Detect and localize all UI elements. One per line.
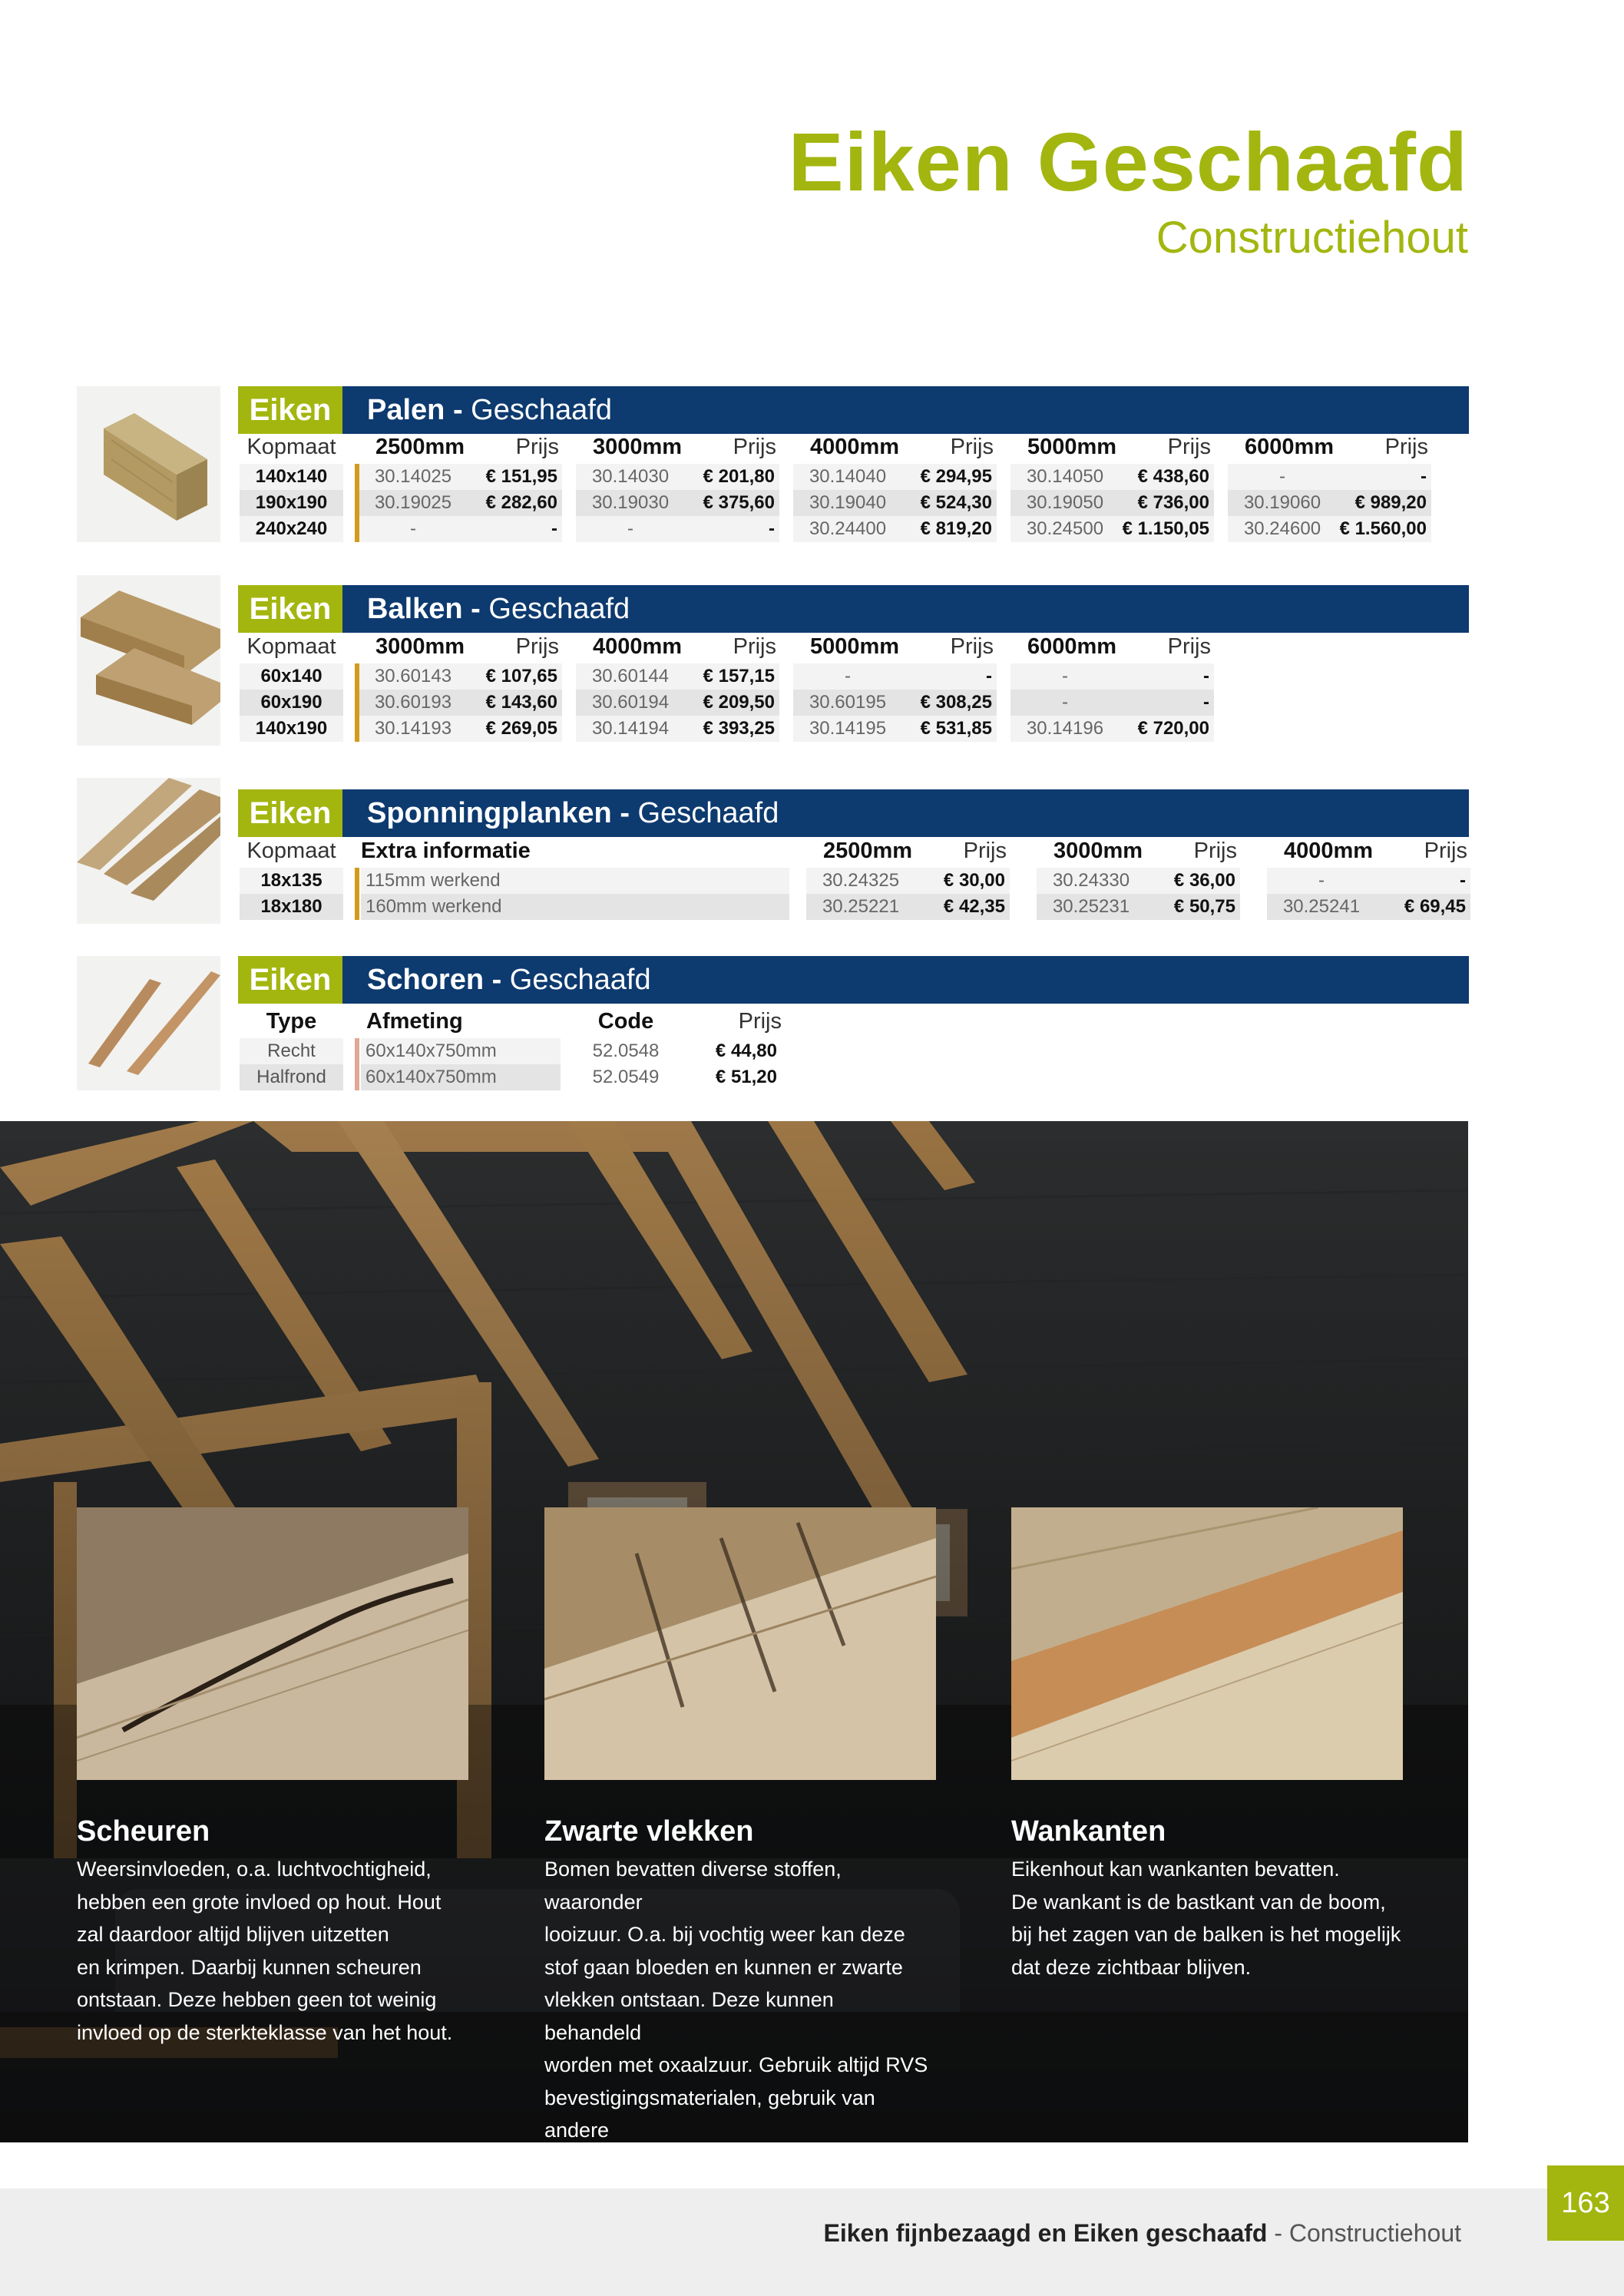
price-cell: € 42,35 <box>915 894 1010 920</box>
code-cell: 30.14040 <box>793 464 902 490</box>
schoren-tag: Eiken <box>238 956 342 1004</box>
balken-image <box>77 575 220 746</box>
code-cell: 30.14196 <box>1010 716 1120 742</box>
length-header: 4000mm <box>1284 839 1374 863</box>
code-cell: 30.60194 <box>576 690 685 716</box>
palen-section <box>77 386 1469 544</box>
price-cell: € 393,25 <box>685 716 779 742</box>
code-cell: 30.60143 <box>359 663 468 690</box>
crack-wood-image <box>77 1507 468 1780</box>
price-cell: € 524,30 <box>902 490 997 516</box>
size-cell: 60x140 <box>240 663 343 690</box>
code-cell: - <box>1010 690 1120 716</box>
page-title: Eiken Geschaafd <box>788 115 1468 208</box>
code-cell: 30.24600 <box>1228 516 1337 542</box>
price-cell: € 1.150,05 <box>1120 516 1214 542</box>
code-cell: 30.24325 <box>806 868 915 894</box>
prijs-header: Prijs <box>738 1009 782 1034</box>
length-header: 6000mm <box>1245 435 1335 459</box>
info-cell: 160mm werkend <box>361 894 789 920</box>
type-cell: Halfrond <box>240 1064 343 1090</box>
code-cell: 30.14194 <box>576 716 685 742</box>
code-cell: 30.14030 <box>576 464 685 490</box>
code-cell: 30.60193 <box>359 690 468 716</box>
code-cell: 30.25221 <box>806 894 915 920</box>
feature-text: Bomen bevatten diverse stoffen, waaronder looizuur. O.a. bij vochtig weer kan deze stof gaan bloeden en kunnen er zwarte vlekken ontstaan. Deze kunnen behandeld worden met oxaalzuur. Gebruik altijd RVS bevestigingsmaterialen, gebruik van andere materialen kan ook resulteren in zwarte <box>544 1858 928 2175</box>
type-cell: Recht <box>240 1038 343 1064</box>
kopmaat-header: Kopmaat <box>246 435 336 459</box>
length-header: 5000mm <box>810 634 900 659</box>
code-cell: - <box>359 516 468 542</box>
code-cell: - <box>1267 868 1376 894</box>
code-cell: 30.25231 <box>1037 894 1146 920</box>
length-header: 3000mm <box>593 435 683 459</box>
code-cell: 30.24400 <box>793 516 902 542</box>
code-cell: 30.19030 <box>576 490 685 516</box>
code-cell: - <box>793 663 902 690</box>
feature-zwarte-vlekken <box>544 1507 936 2212</box>
balken-section <box>77 575 1469 748</box>
palen-title: Palen - Geschaafd <box>367 394 612 426</box>
price-cell: € 151,95 <box>468 464 562 490</box>
code-cell: 30.60144 <box>576 663 685 690</box>
prijs-header: Prijs <box>1167 435 1211 459</box>
feature-wankanten <box>1011 1507 1403 1983</box>
size-cell: 140x190 <box>240 716 343 742</box>
price-cell: € 531,85 <box>902 716 997 742</box>
afmeting-cell: 60x140x750mm <box>361 1038 561 1064</box>
code-cell: - <box>1228 464 1337 490</box>
prijs-header: Prijs <box>515 435 559 459</box>
prijs-header: Prijs <box>1167 634 1211 659</box>
afmeting-header: Afmeting <box>366 1009 463 1034</box>
code-cell: 30.19050 <box>1010 490 1120 516</box>
prijs-header: Prijs <box>733 435 776 459</box>
info-header: Extra informatie <box>361 839 531 863</box>
size-cell: 18x135 <box>240 868 343 894</box>
price-cell: € 720,00 <box>1120 716 1214 742</box>
price-cell: € 107,65 <box>468 663 562 690</box>
prijs-header: Prijs <box>515 634 559 659</box>
kopmaat-header: Kopmaat <box>246 839 336 863</box>
schoren-section <box>77 956 1469 1090</box>
price-cell: € 375,60 <box>685 490 779 516</box>
stained-wood-image <box>544 1507 936 1780</box>
length-header: 4000mm <box>593 634 683 659</box>
price-cell: € 269,05 <box>468 716 562 742</box>
price-cell: € 308,25 <box>902 690 997 716</box>
palen-tag: Eiken <box>238 386 342 434</box>
code-cell: - <box>1010 663 1120 690</box>
page-number: 163 <box>1547 2165 1624 2241</box>
size-cell: 190x190 <box>240 490 343 516</box>
feature-title: Zwarte vlekken <box>544 1815 754 1848</box>
code-cell: 30.25241 <box>1267 894 1376 920</box>
code-cell: 30.19040 <box>793 490 902 516</box>
feature-title: Scheuren <box>77 1815 210 1848</box>
price-cell: € 989,20 <box>1337 490 1431 516</box>
price-cell: € 51,20 <box>715 1067 777 1087</box>
prijs-header: Prijs <box>1384 435 1428 459</box>
price-cell: € 69,45 <box>1376 894 1470 920</box>
prijs-header: Prijs <box>1424 839 1467 863</box>
code-cell: 30.19025 <box>359 490 468 516</box>
price-cell: € 36,00 <box>1146 868 1240 894</box>
length-header: 2500mm <box>823 839 913 863</box>
code-cell: 52.0548 <box>592 1040 660 1061</box>
size-cell: 60x190 <box>240 690 343 716</box>
balken-tag: Eiken <box>238 585 342 633</box>
code-cell: 30.19060 <box>1228 490 1337 516</box>
kopmaat-header: Kopmaat <box>246 634 336 659</box>
sponning-image <box>77 778 220 924</box>
size-cell: 140x140 <box>240 464 343 490</box>
price-cell: - <box>1120 663 1214 690</box>
price-cell: € 209,50 <box>685 690 779 716</box>
price-cell: - <box>1120 690 1214 716</box>
price-cell: € 1.560,00 <box>1337 516 1431 542</box>
code-header: Code <box>597 1009 654 1034</box>
price-cell: € 201,80 <box>685 464 779 490</box>
page-subtitle: Constructiehout <box>1156 213 1468 263</box>
schoren-header <box>238 956 1469 1004</box>
type-header: Type <box>266 1009 317 1034</box>
sponning-tag: Eiken <box>238 789 342 837</box>
feature-text: Weersinvloeden, o.a. luchtvochtigheid, hebben een grote invloed op hout. Hout zal daardoor altijd blijven uitzetten en krimpen. Daarbij kunnen scheuren ontstaan. Deze hebben geen tot weinig invloed op de sterkteklasse van het hout. <box>77 1858 453 2044</box>
wane-edge-image <box>1011 1507 1403 1780</box>
code-cell: 30.14050 <box>1010 464 1120 490</box>
price-cell: € 294,95 <box>902 464 997 490</box>
balken-title: Balken - Geschaafd <box>367 593 630 625</box>
schoren-title: Schoren - Geschaafd <box>367 964 651 996</box>
feature-text: Eikenhout kan wankanten bevatten. De wankant is de bastkant van de boom, bij het zagen van de balken is het mogelijk dat deze zichtbaar blijven. <box>1011 1858 1401 1979</box>
price-cell: € 157,15 <box>685 663 779 690</box>
prijs-header: Prijs <box>950 435 994 459</box>
sponning-title: Sponningplanken - Geschaafd <box>367 797 779 829</box>
price-cell: € 438,60 <box>1120 464 1214 490</box>
length-header: 3000mm <box>1053 839 1143 863</box>
price-cell: € 143,60 <box>468 690 562 716</box>
prijs-header: Prijs <box>1193 839 1237 863</box>
footer-text: Eiken fijnbezaagd en Eiken geschaafd - Constructiehout <box>823 2219 1461 2247</box>
length-header: 4000mm <box>810 435 900 459</box>
feature-title: Wankanten <box>1011 1815 1166 1848</box>
code-cell: 30.14195 <box>793 716 902 742</box>
size-cell: 240x240 <box>240 516 343 542</box>
prijs-header: Prijs <box>950 634 994 659</box>
code-cell: 30.60195 <box>793 690 902 716</box>
size-cell: 18x180 <box>240 894 343 920</box>
price-cell: € 819,20 <box>902 516 997 542</box>
price-cell: - <box>685 516 779 542</box>
length-header: 2500mm <box>375 435 465 459</box>
code-cell: 30.14193 <box>359 716 468 742</box>
palen-header <box>238 386 1469 434</box>
prijs-header: Prijs <box>733 634 776 659</box>
schoren-image <box>77 956 220 1090</box>
length-header: 6000mm <box>1027 634 1117 659</box>
code-cell: 30.24500 <box>1010 516 1120 542</box>
separator-bar <box>355 1038 359 1090</box>
code-cell: 30.24330 <box>1037 868 1146 894</box>
sponning-section <box>77 778 1469 924</box>
price-cell: € 30,00 <box>915 868 1010 894</box>
price-cell: € 50,75 <box>1146 894 1240 920</box>
price-cell: € 44,80 <box>715 1040 777 1061</box>
info-cell: 115mm werkend <box>361 868 789 894</box>
price-cell: - <box>1376 868 1470 894</box>
price-cell: € 282,60 <box>468 490 562 516</box>
feature-scheuren <box>77 1507 468 2049</box>
separator-bar <box>355 868 359 920</box>
price-cell: € 736,00 <box>1120 490 1214 516</box>
price-cell: - <box>902 663 997 690</box>
prijs-header: Prijs <box>963 839 1007 863</box>
balken-header <box>238 585 1469 633</box>
code-cell: 52.0549 <box>592 1067 660 1087</box>
separator-bar <box>355 464 359 542</box>
length-header: 3000mm <box>375 634 465 659</box>
code-cell: - <box>576 516 685 542</box>
sponning-header <box>238 789 1469 837</box>
price-cell: - <box>468 516 562 542</box>
price-cell: - <box>1337 464 1431 490</box>
separator-bar <box>355 663 359 742</box>
code-cell: 30.14025 <box>359 464 468 490</box>
length-header: 5000mm <box>1027 435 1117 459</box>
palen-image <box>77 386 220 542</box>
afmeting-cell: 60x140x750mm <box>361 1064 561 1090</box>
